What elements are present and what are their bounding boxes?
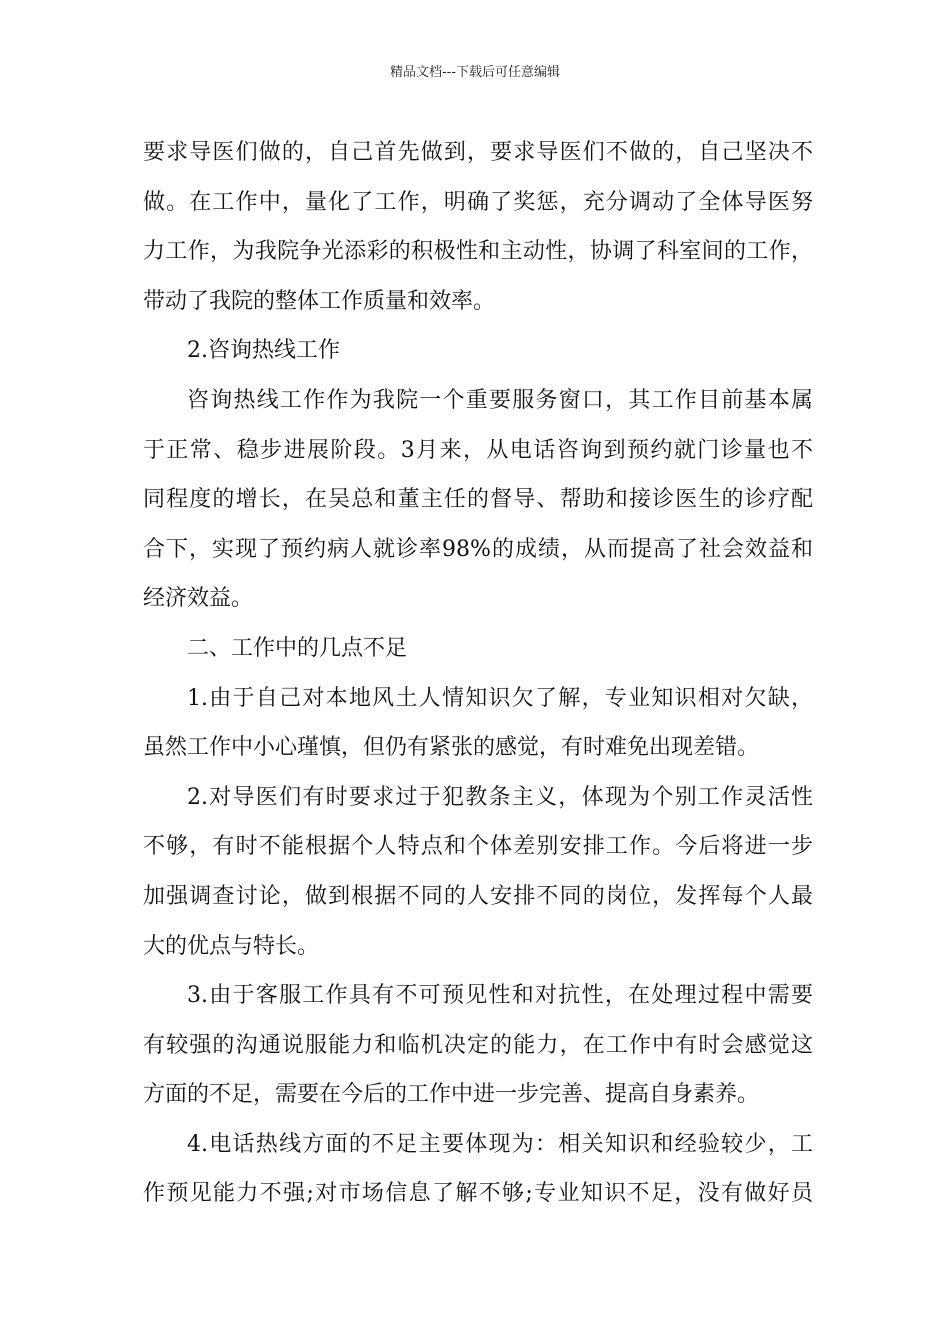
text-line: 带动了我院的整体工作质量和效率。 [143,288,496,314]
text-line: 方面的不足，需要在今后的工作中进一步完善、提高自身素养。 [143,1082,760,1108]
text-line: 经济效益。 [143,586,254,612]
text-line: 有较强的沟通说服能力和临机决定的能力，在工作中有时会感觉这 [143,1032,813,1058]
text-line: 做。在工作中，量化了工作，明确了奖惩，充分调动了全体导医努 [143,189,813,215]
document-body [143,128,813,1219]
text-line: 加强调查讨论，做到根据不同的人安排不同的岗位，发挥每个人最 [143,883,813,909]
text-line: 2.对导医们有时要求过于犯教条主义，体现为个别工作灵活性 [187,784,813,810]
text-line: 虽然工作中小心瑾慎，但仍有紧张的感觉，有时难免出现差错。 [143,735,760,761]
text-line: 不够，有时不能根据个人特点和个体差别安排工作。今后将进一步 [143,834,813,860]
section-heading: 2.咨询热线工作 [187,338,340,364]
text-line: 于正常、稳步进展阶段。3月来，从电话咨询到预约就门诊量也不 [143,437,813,463]
section-heading: 二、工作中的几点不足 [187,635,408,661]
text-line: 同程度的增长，在吴总和董主任的督导、帮助和接诊医生的诊疗配 [143,487,813,513]
text-line: 4.电话热线方面的不足主要体现为：相关知识和经验较少，工 [187,1131,813,1157]
text-line: 合下，实现了预约病人就诊率98%的成绩，从而提高了社会效益和 [143,536,813,562]
text-line: 力工作，为我院争光添彩的积极性和主动性，协调了科室间的工作， [143,239,813,265]
text-line: 作预见能力不强;对市场信息了解不够;专业知识不足，没有做好员 [143,1181,813,1207]
text-line: 要求导医们做的，自己首先做到，要求导医们不做的，自己坚决不 [143,140,813,165]
text-line: 1.由于自己对本地风土人情知识欠了解，专业知识相对欠缺， [187,685,813,711]
text-line: 咨询热线工作作为我院一个重要服务窗口，其工作目前基本属 [187,387,813,413]
text-line: 3.由于客服工作具有不可预见性和对抗性，在处理过程中需要 [187,983,813,1009]
text-line: 大的优点与特长。 [143,933,320,959]
page-header: 精品文档---下载后可任意编辑 [389,65,561,80]
